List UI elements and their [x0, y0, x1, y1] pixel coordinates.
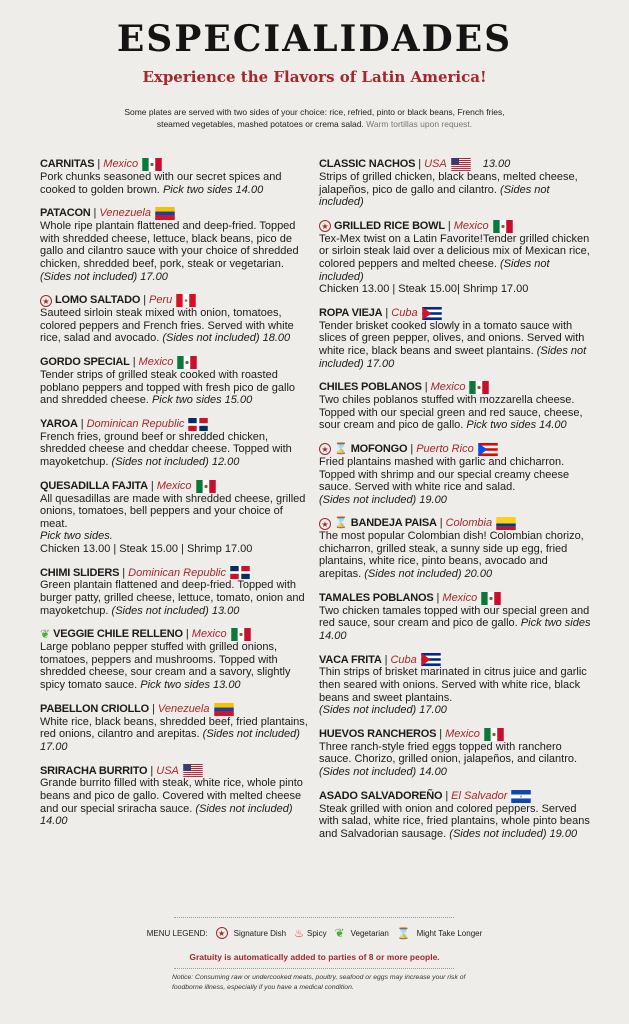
intro-sides: Some plates are served with two sides of your choice: rice, refried, pinto or black beans, French fries, steamed vegetables, mashed potatoes or crema salad. [124, 107, 505, 129]
right-column [319, 158, 591, 851]
menu-item-chimi-sliders: CHIMI SLIDERS | Dominican Republic Green plantain flattened and deep-fried. Topped with burger patty, grilled cheese, lettuce, tomato, onion and mayoketchup. (Sides not included) 13.00 [40, 566, 305, 617]
item-desc: Fried plantains mashed with garlic and chicharron. Topped with shrimp and our special creamy cheese sauce. Served with white rice and salad. [319, 455, 570, 494]
item-tail: (Sides not included) 14.00 [319, 766, 447, 778]
item-origin: Mexico [156, 479, 192, 492]
food-safety-notice: Notice: Consuming raw or undercooked meats, poultry, seafood or eggs may increase your risk of foodborne illness, especially if you have a medical condition. [172, 974, 466, 991]
item-tail: (Sides not included) 13.00 [111, 604, 240, 617]
item-tail: (Sides not included) 17.00 [319, 704, 447, 717]
footer-divider [174, 917, 454, 918]
mexico-flag-icon [481, 592, 501, 605]
item-name: CLASSIC NACHOS [319, 158, 416, 171]
usa-flag-icon [183, 764, 203, 777]
colombia-flag-icon [496, 517, 516, 530]
menu-item-mofongo: ★ ⌛ MOFONGO | Puerto Rico Fried plantains mashed with garlic and chicharron. Topped with shrimp and our special creamy cheese sauce. Served with white rice and salad. (Sides not included) 19.00 [319, 443, 570, 506]
item-name: TAMALES POBLANOS [319, 591, 434, 604]
item-origin: Mexico [191, 628, 227, 641]
hourglass-icon: ⌛ [334, 443, 348, 456]
page-subtitle: Experience the Flavors of Latin America! [142, 68, 487, 86]
item-desc: French fries, ground beef or shredded chicken, shredded cheese and cheddar cheese. Topped with mayoketchup. [40, 430, 292, 468]
item-name: VACA FRITA [319, 653, 382, 666]
usa-flag-icon [451, 158, 471, 171]
cuba-flag-icon [421, 653, 441, 666]
puerto-rico-flag-icon [478, 443, 498, 456]
menu-item-bandeja-paisa: ★ ⌛ BANDEJA PAISA | Colombia The most popular Colombian dish! Colombian chorizo, chicharron, grilled steak, a sunny side up egg, fried plantains, white rice, pinto beans, avocado and arepitas. (Sides not included) 20.00 [319, 517, 584, 581]
item-origin: Dominican Republic [86, 417, 185, 430]
intro-tortillas: Warm tortillas upon request. [366, 119, 473, 129]
vegetarian-leaf-icon: ❦ [334, 926, 345, 940]
venezuela-flag-icon [214, 703, 234, 716]
item-origin: Venezuela [157, 702, 210, 715]
signature-dish-icon: ★ [319, 443, 331, 455]
item-name: LOMO SALTADO [55, 294, 141, 307]
menu-item-tamales-poblanos: TAMALES POBLANOS | Mexico Two chicken tamales topped with our special green and red sauce, sour cream and pico de gallo. Pick two sides 14.00 [319, 591, 591, 642]
item-tail: Pick two sides 15.00 [151, 394, 253, 407]
item-origin: Mexico [138, 356, 174, 369]
item-name: HUEVOS RANCHEROS [319, 728, 437, 741]
menu-item-sriracha-burrito: SRIRACHA BURRITO | USA Grande burrito filled with steak, white rice, whole pinto beans and pico de gallo. Covered with melted cheese and our special sriracha sauce. (Sides not included) 14.00 [40, 764, 303, 828]
item-tail: Pick two sides. [40, 530, 113, 543]
item-origin: Mexico [103, 158, 139, 171]
item-desc: Thin strips of brisket marinated in citrus juice and garlic then seared with onions. Served with white rice, black beans and sweet plantains. [319, 666, 587, 704]
item-tail: Pick two sides 14.00 [466, 419, 567, 432]
item-name: GRILLED RICE BOWL [334, 219, 445, 232]
menu-item-veggie-chile-relleno: ❦ VEGGIE CHILE RELLENO | Mexico Large poblano pepper stuffed with grilled onions, tomatoes, peppers and mushrooms. Topped with shredded cheese, sour cream and a savory, slightly spicy tomato sauce. Pick two sides 13.00 [40, 627, 291, 692]
item-name: SRIRACHA BURRITO [40, 764, 148, 777]
dominican-republic-flag-icon [188, 418, 208, 431]
venezuela-flag-icon [155, 207, 175, 220]
menu-item-vaca-frita: VACA FRITA | Cuba Thin strips of brisket marinated in citrus juice and garlic then seared with onions. Served with white rice, black beans and sweet plantains. (Sides not included) 17.00 [319, 653, 587, 717]
item-name: ASADO SALVADOREÑO [319, 789, 443, 802]
item-desc: Grande burrito filled with steak, white rice, whole pinto beans and pico de gallo. Covered with melted cheese and our special sriracha sauce. [40, 777, 303, 815]
legend-longer: Might Take Longer [416, 928, 483, 938]
item-tail: Pick two sides 14.00 [319, 617, 591, 642]
signature-dish-icon: ★ [40, 295, 52, 307]
item-origin: Mexico [453, 219, 489, 232]
item-tail: (Sides not included) [319, 183, 550, 209]
intro-text [110, 106, 519, 130]
cuba-flag-icon [422, 307, 442, 320]
mexico-flag-icon [142, 158, 162, 171]
item-name: VEGGIE CHILE RELLENO [53, 628, 183, 641]
dominican-republic-flag-icon [230, 566, 250, 579]
item-name: PATACON [40, 207, 91, 220]
signature-dish-icon: ★ [319, 220, 331, 232]
vegetarian-leaf-icon: ❦ [40, 627, 51, 642]
spicy-flame-icon: ♨ [294, 927, 304, 940]
gratuity-note: Gratuity is automatically added to parties of 8 or more people. [189, 952, 440, 962]
item-tail: (Sides not included) 17.00 [319, 344, 587, 370]
page-title: ESPECIALIDADES [116, 18, 513, 60]
item-desc: All quesadillas are made with shredded cheese, grilled onions, tomatoes, bell peppers and your choice of meat. [40, 492, 306, 530]
hourglass-icon: ⌛ [396, 927, 411, 940]
left-column [40, 158, 312, 839]
item-desc: The most popular Colombian dish! Colombian chorizo, chicharron, grilled steak, a sunny side up egg, fried plantains, white rice, pinto beans, avocado and arepitas. [319, 530, 584, 581]
item-name: CARNITAS [40, 158, 95, 171]
item-desc: Sauteed sirloin steak mixed with onion, tomatoes, colored peppers and French fries. Served with white rice, salad and avocado. [40, 307, 294, 345]
item-name: GORDO SPECIAL [40, 356, 130, 369]
item-origin: Colombia [445, 517, 493, 530]
item-desc: Tex-Mex twist on a Latin Favorite!Tender grilled chicken or sirloin steak laid over a delicious mix of Mexican rice, colored peppers and melted cheese. [319, 232, 590, 270]
item-tail: (Sides not included) 12.00 [111, 455, 240, 468]
item-origin: Dominican Republic [128, 566, 226, 579]
item-desc: White rice, black beans, shredded beef, fried plantains, red onions, cilantro and arepitas. [40, 715, 308, 741]
item-name: QUESADILLA FAJITA [40, 479, 148, 492]
legend-label: MENU LEGEND: [146, 928, 208, 938]
item-name: YAROA [40, 417, 78, 430]
item-name: CHIMI SLIDERS [40, 566, 120, 579]
item-tail: Pick two sides 14.00 [162, 183, 264, 196]
item-desc: Two chicken tamales topped with our special green and red sauce, sour cream and pico de gallo. [319, 604, 590, 630]
item-origin: Cuba [390, 653, 417, 666]
item-desc: Tender brisket cooked slowly in a tomato sauce with slices of green pepper, olives, and onions. Served with white rice, black beans and sweet plantains. [319, 319, 585, 357]
hourglass-icon: ⌛ [334, 517, 348, 530]
item-name: ROPA VIEJA [319, 306, 383, 319]
footer-divider-2 [174, 968, 454, 969]
menu-item-gordo-special: GORDO SPECIAL | Mexico Tender strips of grilled steak cooked with roasted poblano peppers and topped with fresh pico de gallo and shredded cheese. Pick two sides 15.00 [40, 356, 296, 407]
item-tail: (Sides not included) 17.00 [40, 270, 168, 283]
item-tail: (Sides not included) [319, 257, 550, 283]
mexico-flag-icon [484, 728, 504, 741]
menu-item-chiles-poblanos: CHILES POBLANOS | Mexico Two chiles poblanos stuffed with mozzarella cheese. Topped with our special green and red sauce, cheese, sour cream and pico de gallo. Pick two sides 14.00 [319, 381, 583, 432]
legend-vegetarian: Vegetarian [350, 928, 389, 938]
menu-item-asado-salvadoreno: ASADO SALVADOREÑO | El Salvador Steak grilled with onion and colored peppers. Served with salad, white rice, fried plantains, whole pinto beans and Salvadorian sausage. (Sides not included) 19.00 [319, 789, 590, 840]
mexico-flag-icon [177, 356, 197, 369]
menu-item-ropa-vieja: ROPA VIEJA | Cuba Tender brisket cooked slowly in a tomato sauce with slices of green pepper, olives, and onions. Served with white rice, black beans and sweet plantains. (Sides not included) 17.00 [319, 306, 587, 370]
item-desc: Strips of grilled chicken, black beans, melted cheese, jalapeños, pico de gallo and cilantro. [319, 171, 578, 196]
item-origin: USA [424, 158, 447, 171]
menu-item-patacon: PATACON | Venezuela Whole ripe plantain flattened and deep-fried. Topped with shredded cheese, lettuce, black beans, pico de gallo and cilantro sauce with your choice of shredded chicken, shredded beef, pork, steak or vegetarian. (Sides not included) 17.00 [40, 207, 299, 283]
item-origin: Mexico [430, 381, 466, 394]
item-name: CHILES POBLANOS [319, 381, 422, 394]
menu-item-grilled-rice-bowl: ★ GRILLED RICE BOWL | Mexico Tex-Mex twist on a Latin Favorite!Tender grilled chicken or sirloin steak laid over a delicious mix of Mexican rice, colored peppers and melted cheese. (Sides not included) Chicken 13.00 | Steak 15.00| Shrimp 17.00 [319, 219, 590, 296]
menu-item-carnitas: CARNITAS | Mexico Pork chunks seasoned with our secret spices and cooked to golden brown. Pick two sides 14.00 [40, 158, 282, 196]
mexico-flag-icon [231, 628, 251, 641]
menu-item-classic-nachos: CLASSIC NACHOS | USA 13.00 Strips of grilled chicken, black beans, melted cheese, jalapeños, pico de gallo and cilantro. (Sides not included) [319, 158, 578, 209]
item-name: MOFONGO [350, 443, 408, 456]
menu-item-yaroa: YAROA | Dominican Republic French fries, ground beef or shredded chicken, shredded cheese and cheddar cheese. Topped with mayoketchup. (Sides not included) 12.00 [40, 417, 292, 468]
signature-dish-icon: ★ [216, 927, 228, 939]
item-prices: Chicken 13.00 | Steak 15.00 | Shrimp 17.00 [40, 542, 253, 555]
mexico-flag-icon [493, 220, 513, 233]
item-origin: Venezuela [99, 207, 151, 220]
menu-item-huevos-rancheros: HUEVOS RANCHEROS | Mexico Three ranch-style fried eggs topped with ranchero sauce. Chorizo, grilled onion, jalapeños, and cilantro. (Sides not included) 14.00 [319, 728, 578, 778]
item-tail: (Sides not included) 18.00 [162, 332, 291, 345]
item-tail: Pick two sides 13.00 [140, 679, 241, 692]
menu-legend [0, 926, 629, 940]
item-tail: (Sides not included) 14.00 [40, 802, 293, 828]
legend-spicy: Spicy [307, 928, 327, 938]
el-salvador-flag-icon [511, 790, 531, 803]
item-desc: Green plantain flattened and deep-fried. Topped with burger patty, grilled cheese, lettuce, tomato, onion and mayoketchup. [40, 579, 305, 617]
item-tail: (Sides not included) 19.00 [449, 827, 578, 840]
item-origin: Peru [149, 294, 173, 307]
item-origin: El Salvador [451, 789, 508, 802]
signature-dish-icon: ★ [319, 518, 331, 530]
item-origin: Cuba [391, 306, 418, 319]
item-origin: Mexico [442, 591, 478, 604]
legend-signature: Signature Dish [233, 928, 287, 938]
peru-flag-icon [176, 294, 196, 307]
item-origin: Puerto Rico [416, 443, 474, 456]
item-desc: Pork chunks seasoned with our secret spices and cooked to golden brown. [40, 171, 282, 196]
menu-item-pabellon-criollo: PABELLON CRIOLLO | Venezuela White rice, black beans, shredded beef, fried plantains, red onions, cilantro and arepitas. (Sides not included) 17.00 [40, 702, 308, 753]
item-origin: Mexico [445, 728, 480, 741]
item-origin: USA [156, 764, 179, 777]
item-desc: Two chiles poblanos stuffed with mozzarella cheese. Topped with our special green and red sauce, cheese, sour cream and pico de gallo. [319, 394, 583, 432]
menu-item-quesadilla-fajita: QUESADILLA FAJITA | Mexico All quesadillas are made with shredded cheese, grilled onions, tomatoes, bell peppers and your choice of meat. Pick two sides. Chicken 13.00 | Steak 15.00 | Shrimp 17.00 [40, 479, 306, 555]
mexico-flag-icon [196, 480, 216, 493]
item-desc: Large poblano pepper stuffed with grilled onions, tomatoes, peppers and mushrooms. Topped with shredded cheese, sour cream and a savory, slightly spicy tomato sauce. [40, 641, 291, 692]
menu-item-lomo-saltado: ★ LOMO SALTADO | Peru Sauteed sirloin steak mixed with onion, tomatoes, colored peppers and French fries. Served with white rice, salad and avocado. (Sides not included) 18.00 [40, 294, 294, 345]
item-tail: (Sides not included) 19.00 [319, 493, 447, 506]
item-tail: (Sides not included) 20.00 [364, 568, 493, 581]
item-desc: Whole ripe plantain flattened and deep-fried. Topped with shredded cheese, lettuce, black beans, pico de gallo and cilantro sauce with your choice of shredded chicken, shredded beef, pork, steak or vegetarian. [40, 220, 299, 270]
item-price: 13.00 [482, 158, 511, 171]
item-desc: Steak grilled with onion and colored peppers. Served with salad, white rice, fried plantains, whole pinto beans and Salvadorian sausage. [319, 802, 590, 840]
item-tail: (Sides not included) 17.00 [40, 728, 300, 753]
mexico-flag-icon [469, 381, 489, 394]
item-name: PABELLON CRIOLLO [40, 702, 150, 715]
item-desc: Three ranch-style fried eggs topped with ranchero sauce. Chorizo, grilled onion, jalapeños, and cilantro. [319, 740, 578, 766]
item-prices: Chicken 13.00 | Steak 15.00| Shrimp 17.00 [319, 283, 529, 296]
item-desc: Tender strips of grilled steak cooked with roasted poblano peppers and topped with fresh pico de gallo and shredded cheese. [40, 368, 296, 407]
item-name: BANDEJA PAISA [350, 517, 437, 530]
